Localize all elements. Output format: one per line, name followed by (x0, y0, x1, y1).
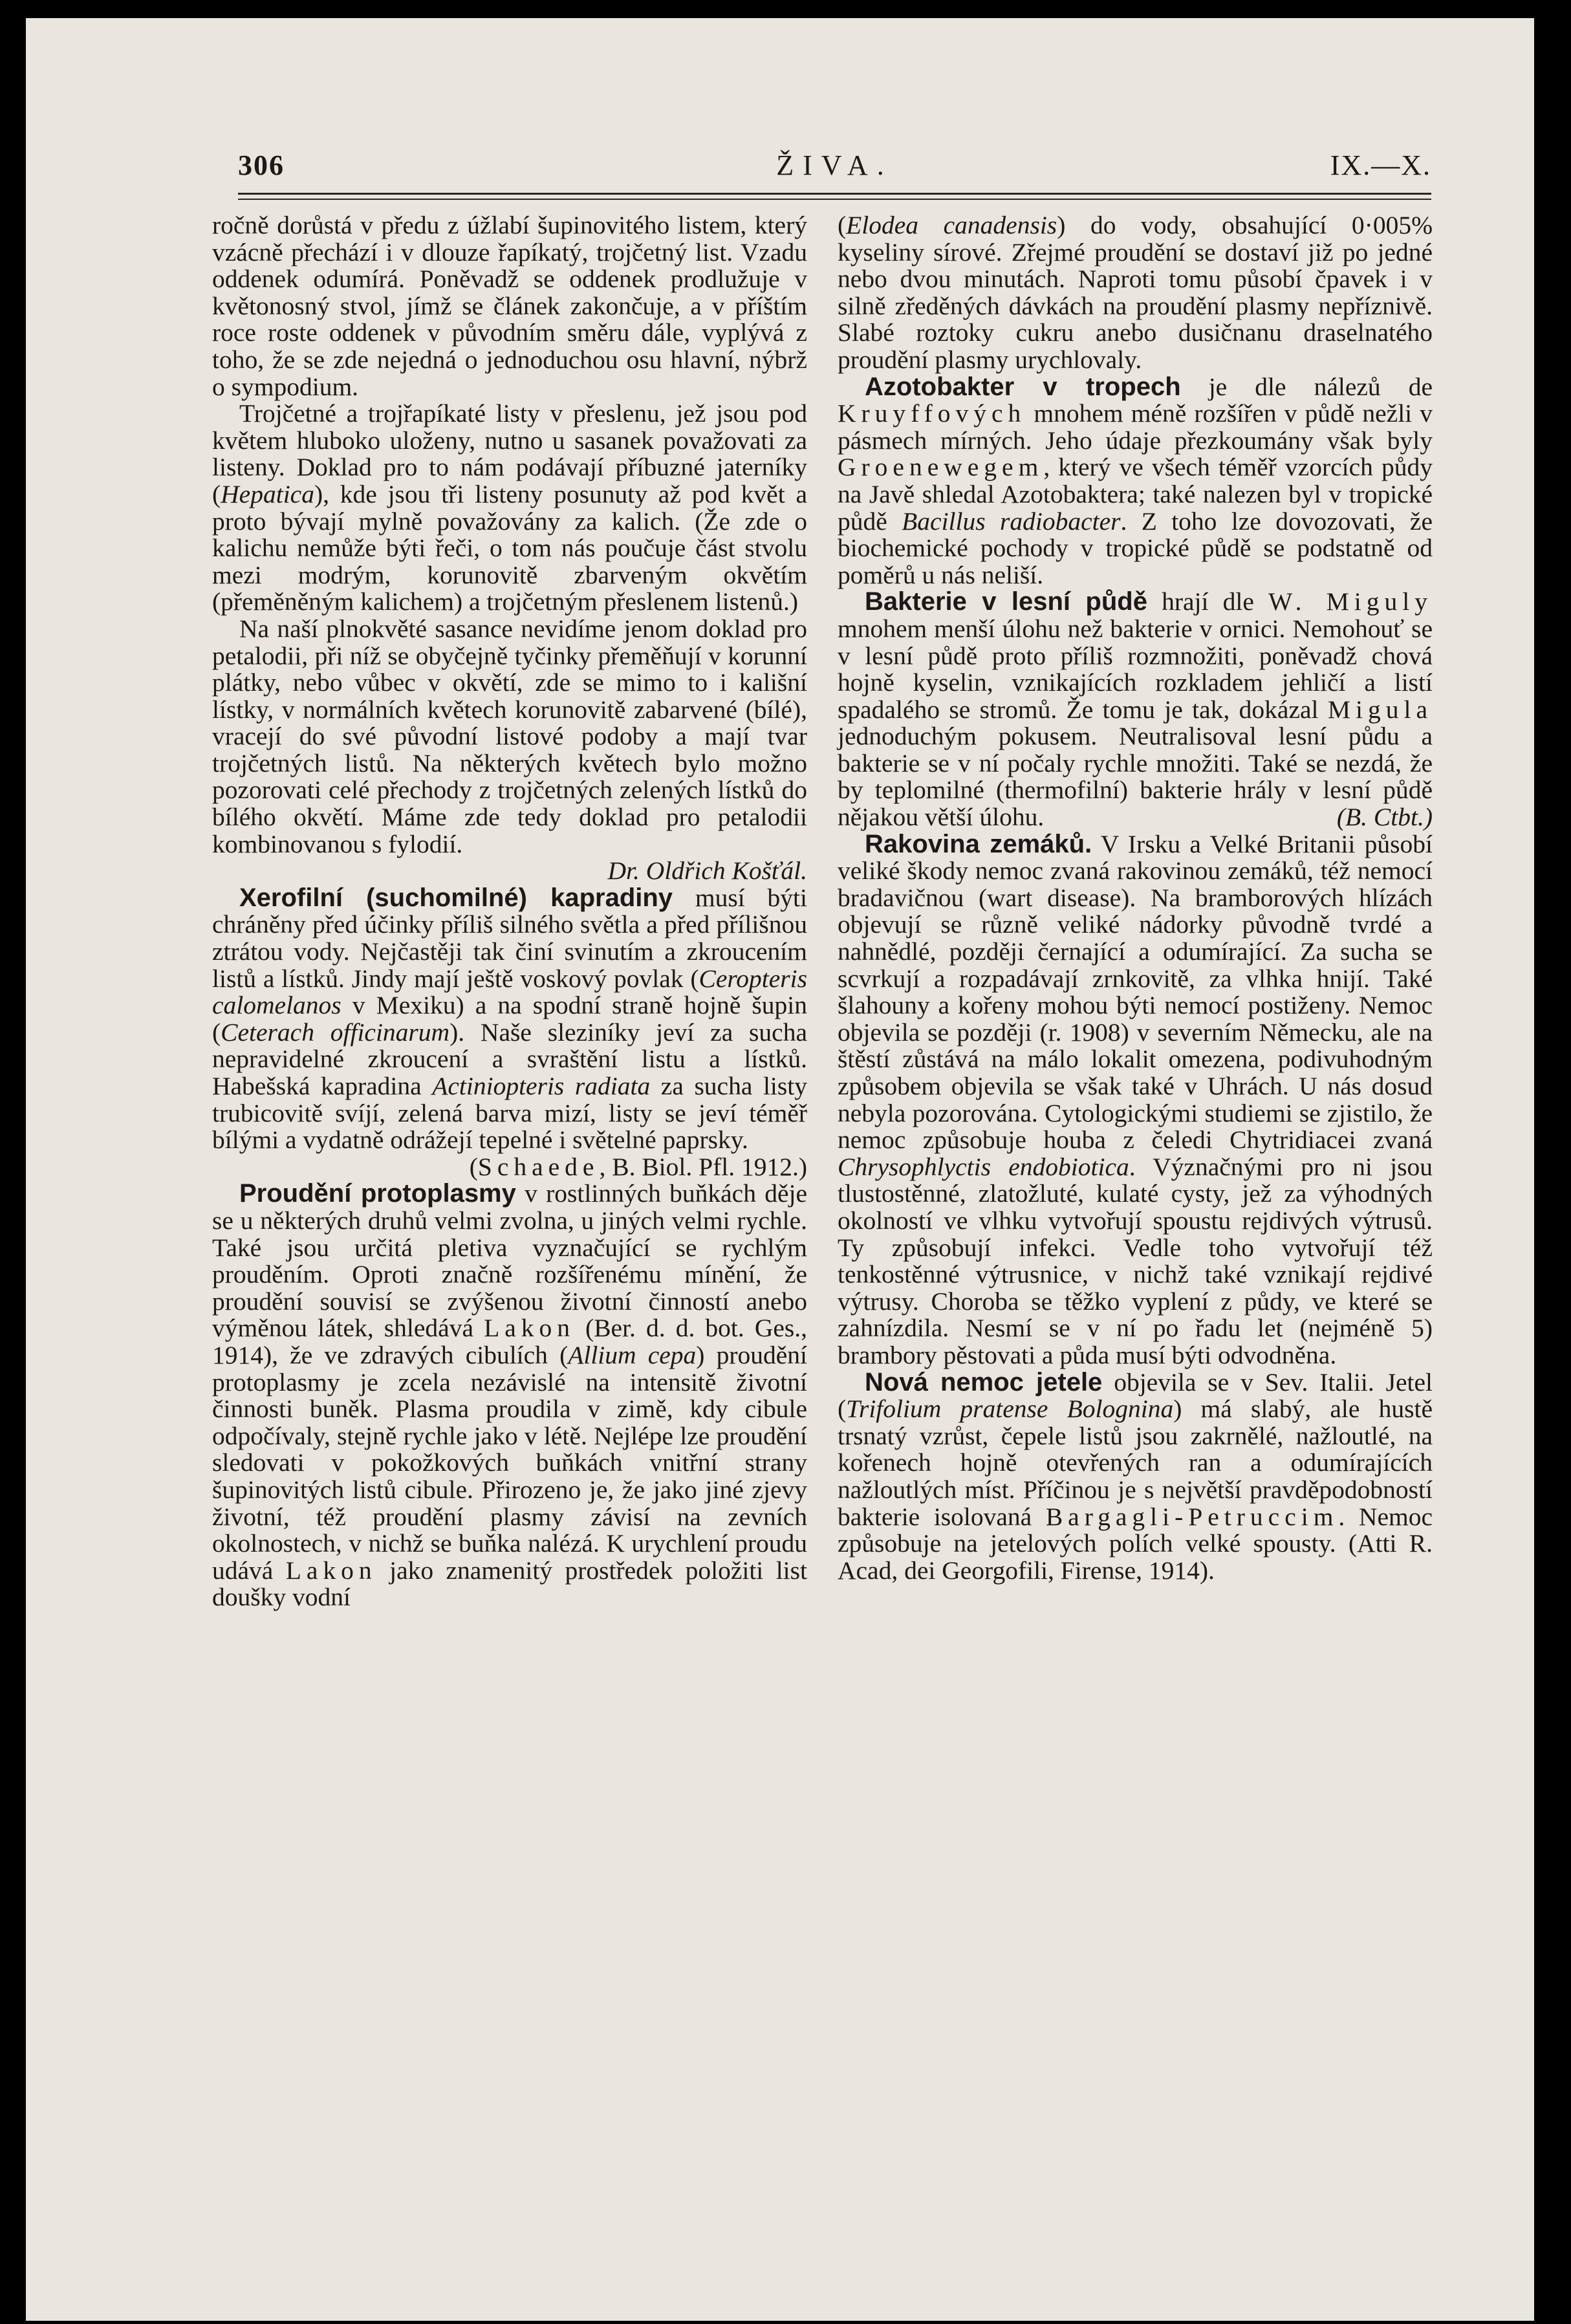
page-number: 306 (238, 149, 285, 181)
left-column (212, 212, 807, 2088)
article-heading: Azotobakter v tropech (865, 372, 1181, 401)
journal-title: ŽIVA. (776, 149, 893, 181)
article-heading: Nová nemoc jetele (865, 1367, 1103, 1396)
paragraph-elodea: (Elodea canadensis) do vody, obsahující 0·005% kyseliny sírové. Zřejmé proudění se dostaví již po jedné nebo dvou minutách. Naproti tomu působí čpavek i v silně zředěných dávkách na proudění plasmy nepříznivě. Slabé roztoky cukru anebo dusičnanu draselnatého proudění plasmy urychlovaly. (838, 211, 1433, 374)
article-heading: Rakovina zemáků. (865, 829, 1092, 858)
article-heading: Proudění protoplasmy (239, 1179, 516, 1208)
article-heading: Xerofilní (suchomilné) kapradiny (239, 883, 673, 912)
article-nemoc-jetele: Nová nemoc jetele objevila se v Sev. Italii. Jetel (Trifolium pratense Bolognina) má slabý, ale hustě trsnatý vzrůst, čepele listů jsou zakrnělé, nažloutlé, na kořenech hojně otevřených ran a odumírajících nažloutlých míst. Příčinou je s největší pravděpodobností bakterie isolovaná Bargagli-Petruccim. Nemoc způsobuje na jetelových polích velké spousty. (Atti R. Acad, dei Georgofili, Firense, 1914). (838, 1367, 1433, 1585)
paragraph-listeny: Trojčetné a trojřapíkaté listy v přeslenu, jež jsou pod květem hluboko uloženy, nutno u sasanek považovati za listeny. Doklad pro to nám podávají příbuzné jaterníky (Hepatica), kde jsou tři listeny posunuty až pod květ a proto bývají mylně považovány za kalich. (Že zde o kalichu nemůže býti řeči, o tom nás poučuje část stvolu mezi modrým, korunovitě zbarveným okvětím (přeměněným kalichem) a trojčetným přeslenem listenů.) (212, 399, 807, 616)
article-xerofilni-kapradiny: Xerofilní (suchomilné) kapradiny musí býti chráněny před účinky příliš silného světla a před přílišnou ztrátou vody. Nejčastěji tak činí svinutím a zkroucením listů a lístků. Jindy mají ještě voskový povlak (Ceropteris calomelanos v Mexiku) a na spodní straně hojně šupin (Ceterach officinarum). Naše sleziníky jeví za sucha nepravidelné zkroucení a svraštění listu a lístků. Habešská kapradina Actiniopteris radiata za sucha listy trubicovitě svíjí, zelená barva mizí, listy se jeví téměř bílými a vydatně odrážejí tepelné i světelné paprsky. (Schaede, B. Biol. Pfl. 1912.) (212, 883, 807, 1181)
running-header (238, 145, 1431, 186)
volume-number: IX.—X. (1330, 149, 1431, 181)
paragraph-petalodie: Na naší plnokvěté sasance nevidíme jenom doklad pro petalodii, při níž se obyčejně tyčinky přeměňují v korunní plátky, nebo vůbec v okvětí, zde se mimo to i kališní lístky, v normálních květech korunovitě zabarvené (bílé), vracejí do své původní listové podoby a mají tvar trojčetných listů. Na některých květech bylo možno pozorovati celé přechody z trojčetných zelených lístků do bílého okvětí. Máme zde tedy doklad pro petalodii kombinovanou s fylodií. Dr. Oldřich Košťál. (212, 614, 807, 885)
article-rakovina-zemaku: Rakovina zemáků. V Irsku a Velké Britanii působí veliké škody nemoc zvaná rakovinou zemáků, též nemocí bradavičnou (wart disease). Na bramborových hlízách objevují se různě veliké nádorky původně tvrdé a nahnědlé, později černající a odumírající. Za sucha se scvrkují a rozpadávají zrnkovitě, za vlhka hnijí. Také šlahouny a kořeny mohou býti nemocí postiženy. Nemoc objevila se později (r. 1908) v severním Německu, ale na štěstí zůstává na málo lokalit omezena, podivuhodným způsobem objevila se však také v Uhrách. U nás dosud nebyla pozorována. Cytologickými studiemi se zjistilo, že nemoc způsobuje houba z čeledi Chytridiacei zvaná Chrysophlyctis endobiotica. Význačnými pro ni jsou tlustostěnné, zlatožluté, kulaté cysty, jež za výhodných okolností ve vlhku vytvořují spoustu rejdivých výtrusů. Ty způsobují infekci. Vedle toho vytvořují též tenkostěnné výtrusnice, v nichž také vznikají rejdivé výtrusy. Choroba se těžko vyplení z půdy, ve které se zahnízdila. Nesmí se v ní po řadu let (nejméně 5) brambory pěstovati a půda musí býti odvodněna. (838, 829, 1433, 1369)
author-signature: Dr. Oldřich Košťál. (607, 856, 807, 885)
article-azotobakter: Azotobakter v tropech je dle nálezů de Kruyffových mnohem méně rozšířen v půdě nežli v pásmech mírných. Jeho údaje přezkoumány však byly Groenewegem, který ve všech téměř vzorcích půdy na Javě shledal Azotobaktera; také nalezen byl v tropické půdě Bacillus radiobacter. Z toho lze dovozovati, že biochemické pochody v tropické půdě se podstatně od poměrů u nás neliší. (838, 372, 1433, 589)
paragraph-sympodium: ročně dorůstá v předu z úžlabí šupinovitého listem, který vzácně přechází i v dlouze řapíkatý, trojčetný list. Vzadu oddenek odumírá. Poněvadž se oddenek prodlužuje v květonosný stvol, jímž se článek zakončuje, a v příštím roce roste oddenek v původním směru dále, vyplývá z toho, že se zde nejedná o jednoduchou osu hlavní, nýbrž o sympodium. (212, 211, 807, 401)
article-heading: Bakterie v lesní půdě (865, 587, 1147, 616)
source-citation: (B. Ctbt.) (1336, 803, 1433, 832)
article-bakterie-lesni-puda: Bakterie v lesní půdě hrají dle W. Miguly mnohem menší úlohu než bakterie v ornici. Nemohouť se v lesní půdě proto příliš rozmnožiti, poněvadž chová hojně kyselin, vznikajících rozkladem jehličí a listí spadalého se stromů. Že tomu je tak, dokázal Migula jednoduchým pokusem. Neutralisoval lesní půdu a bakterie se v ní počaly rychle množiti. Také se nezdá, že by teplomilné (thermofilní) bakterie hrály v lesní půdě nějakou větší úlohu. (B. Ctbt.) (838, 587, 1433, 832)
right-column (838, 212, 1433, 2088)
article-proudeni-protoplasmy: Proudění protoplasmy v rostlinných buňkách děje se u některých druhů velmi zvolna, u jiných velmi rychle. Také jsou určitá pletiva vyznačující se rychlým prouděním. Oproti značně rozšířenému mínění, že proudění souvisí se zvýšenou životní činností anebo výměnou látek, shledává Lakon (Ber. d. d. bot. Ges., 1914), že ve zdravých cibulích (Allium cepa) proudění protoplasmy je zcela nezávislé na intensitě životní činnosti buněk. Plasma proudila v zimě, kdy cibule odpočívaly, stejně rychle jako v létě. Nejlépe lze proudění sledovati v pokožkových buňkách vnitřní strany šupinovitých listů cibule. Přirozeno je, že jako jiné zjevy životní, též proudění plasmy závisí na zevních okolnostech, v nichž se buňka nalézá. K urychlení proudu udává Lakon jako znamenitý prostředek položiti list doušky vodní (212, 1179, 807, 1612)
source-citation: (Schaede, B. Biol. Pfl. 1912.) (469, 1152, 807, 1181)
header-rule (238, 193, 1431, 200)
